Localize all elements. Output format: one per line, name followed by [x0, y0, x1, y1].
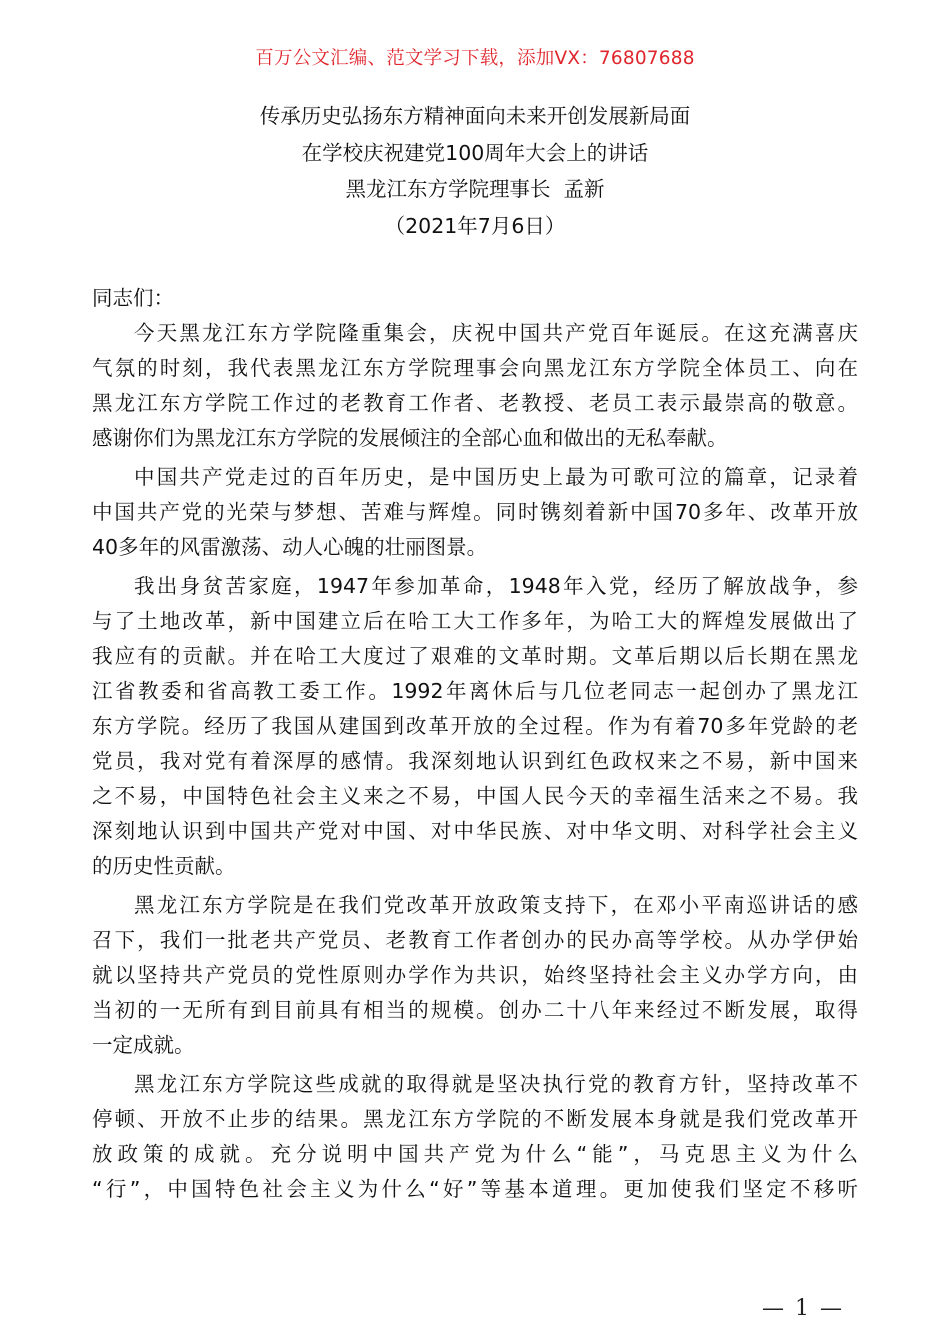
paragraph-line: 放政策的成就。充分说明中国共产党为什么“能”，马克思主义为什么 [92, 1142, 858, 1166]
paragraph-line: “行”，中国特色社会主义为什么“好”等基本道理。更加使我们坚定不移听 [92, 1177, 858, 1201]
paragraph-4 [92, 888, 858, 1063]
paragraph-line: 中国共产党的光荣与梦想、苦难与辉煌。同时镌刻着新中国70多年、改革开放 [92, 500, 858, 524]
paragraph-line: 一定成就。 [92, 1033, 195, 1057]
paragraph-line: 气氛的时刻，我代表黑龙江东方学院理事会向黑龙江东方学院全体员工、向在 [92, 356, 858, 380]
page-number: — 1 — [762, 1296, 844, 1321]
paragraph-line: 黑龙江东方学院这些成就的取得就是坚决执行党的教育方针，坚持改革不 [134, 1072, 858, 1096]
paragraph-line: 深刻地认识到中国共产党对中国、对中华民族、对中华文明、对科学社会主义 [92, 819, 858, 843]
speaker-line: 黑龙江东方学院理事长 孟新 [345, 177, 605, 201]
paragraph-line: 我应有的贡献。并在哈工大度过了艰难的文革时期。文革后期以后长期在黑龙 [92, 644, 858, 668]
paragraph-line: 的历史性贡献。 [92, 854, 236, 878]
paragraph-line: 就以坚持共产党员的党性原则办学作为共识，始终坚持社会主义办学方向，由 [92, 963, 858, 987]
paragraph-line: 我出身贫苦家庭，1947年参加革命，1948年入党，经历了解放战争，参 [134, 574, 858, 598]
paragraph-line: 感谢你们为黑龙江东方学院的发展倾注的全部心血和做出的无私奉献。 [92, 426, 728, 450]
paragraph-line: 与了土地改革，新中国建立后在哈工大工作多年，为哈工大的辉煌发展做出了 [92, 609, 858, 633]
paragraph-5 [92, 1067, 858, 1207]
paragraph-3 [92, 569, 858, 884]
paragraph-line: 江省教委和省高教工委工作。1992年离休后与几位老同志一起创办了黑龙江 [92, 679, 858, 703]
paragraph-line: 东方学院。经历了我国从建国到改革开放的全过程。作为有着70多年党龄的老 [92, 714, 858, 738]
speech-body [92, 281, 858, 1207]
salutation: 同志们： [92, 286, 174, 310]
paragraph-1 [92, 316, 858, 456]
paragraph-line: 党员，我对党有着深厚的感情。我深刻地认识到红色政权来之不易，新中国来 [92, 749, 858, 773]
watermark-banner: 百万公文汇编、范文学习下载，添加VX：76807688 [255, 48, 695, 69]
title-block [0, 98, 950, 244]
paragraph-line: 40多年的风雷激荡、动人心魄的壮丽图景。 [92, 535, 488, 559]
main-title: 传承历史弘扬东方精神面向未来开创发展新局面 [259, 104, 691, 128]
paragraph-line: 召下，我们一批老共产党员、老教育工作者创办的民办高等学校。从办学伊始 [92, 928, 858, 952]
paragraph-line: 黑龙江东方学院是在我们党改革开放政策支持下，在邓小平南巡讲话的感 [134, 893, 858, 917]
paragraph-line: 黑龙江东方学院工作过的老教育工作者、老教授、老员工表示最崇高的敬意。 [92, 391, 858, 415]
paragraph-line: 中国共产党走过的百年历史，是中国历史上最为可歌可泣的篇章，记录着 [134, 465, 858, 489]
paragraph-line: 停顿、开放不止步的结果。黑龙江东方学院的不断发展本身就是我们党改革开 [92, 1107, 858, 1131]
paragraph-2 [92, 460, 858, 565]
subtitle: 在学校庆祝建党100周年大会上的讲话 [301, 140, 649, 165]
date-line: （2021年7月6日） [384, 213, 566, 238]
paragraph-line: 当初的一无所有到目前具有相当的规模。创办二十八年来经过不断发展，取得 [92, 998, 858, 1022]
paragraph-line: 之不易，中国特色社会主义来之不易，中国人民今天的幸福生活来之不易。我 [92, 784, 858, 808]
paragraph-line: 今天黑龙江东方学院隆重集会，庆祝中国共产党百年诞辰。在这充满喜庆 [134, 321, 858, 345]
